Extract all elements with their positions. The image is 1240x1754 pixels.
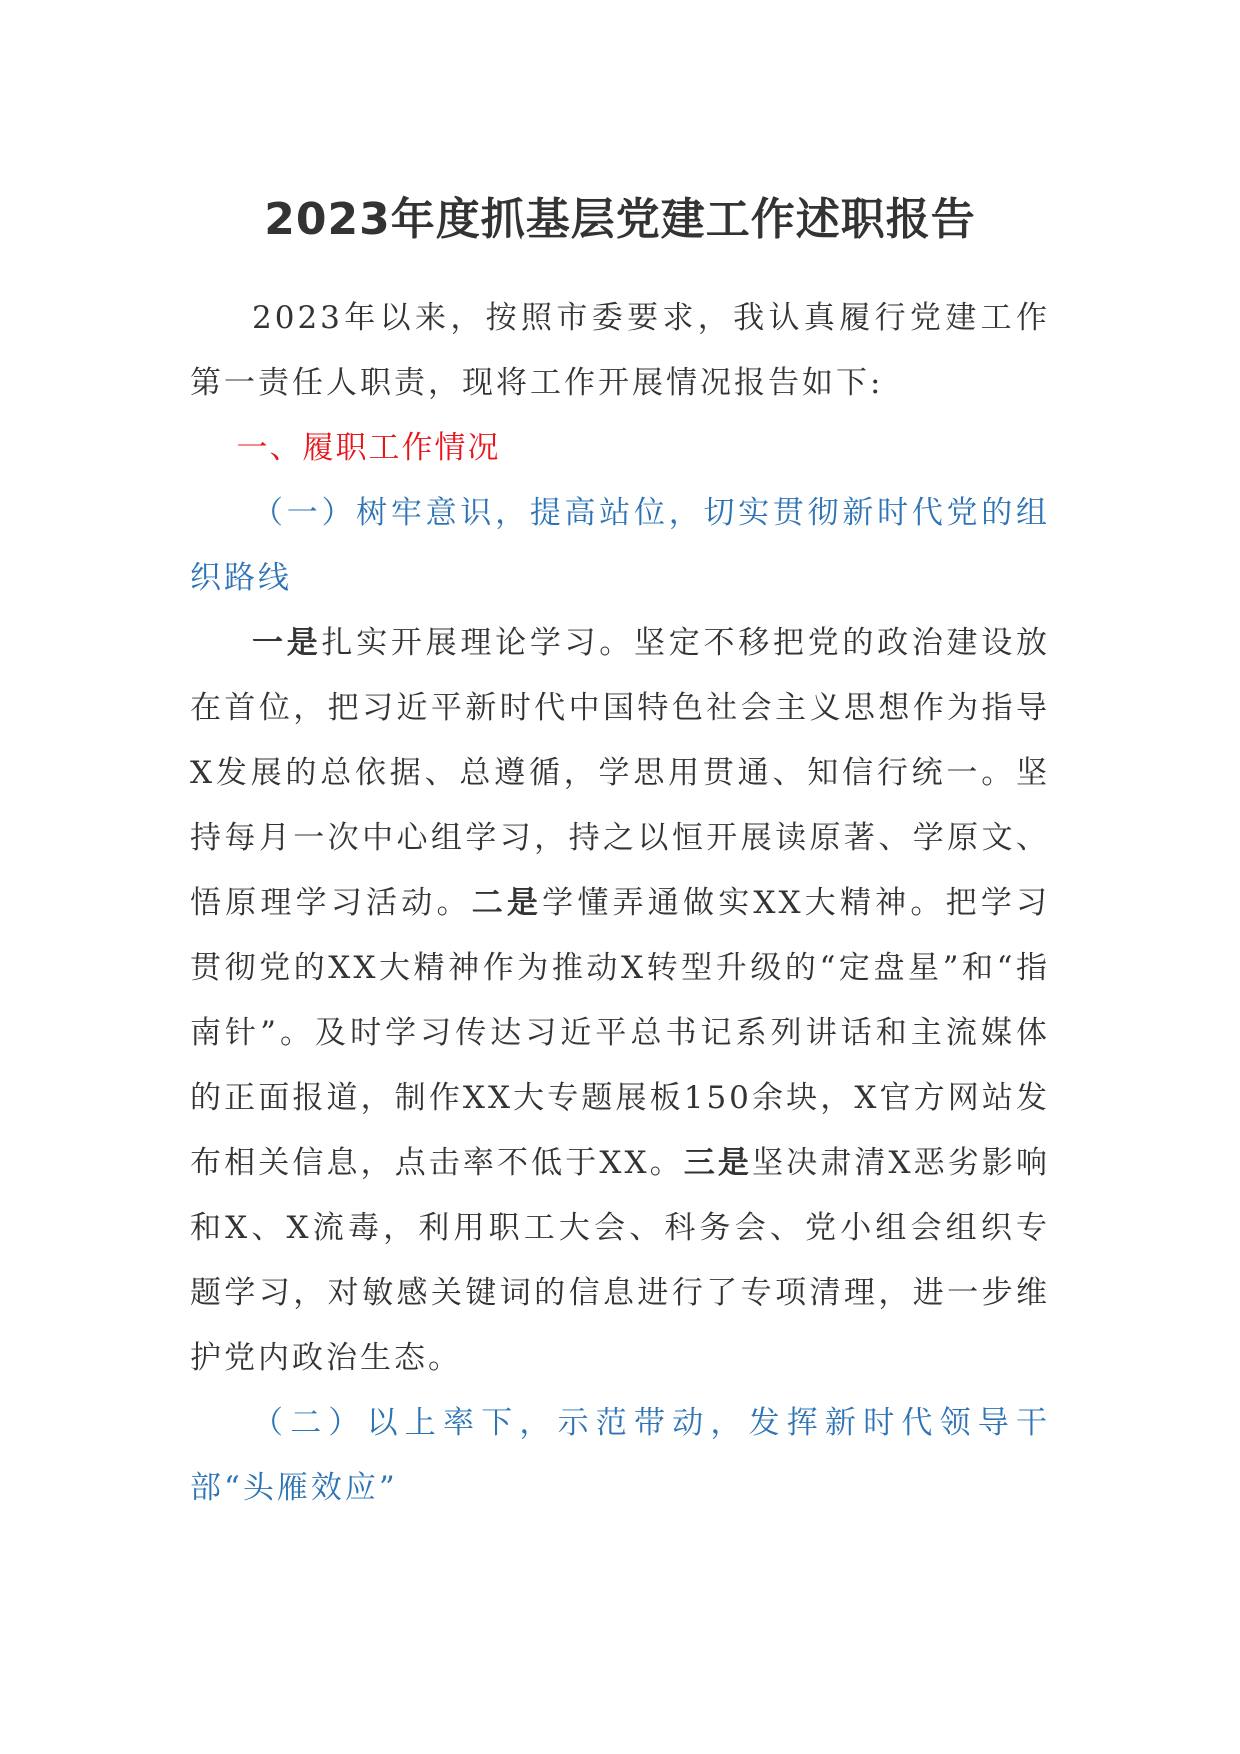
- subsection-heading-2: （二）以上率下，示范带动，发挥新时代领导干部“头雁效应”: [190, 1405, 1050, 1506]
- document-body: [190, 190, 1050, 1521]
- document-title: 2023年度抓基层党建工作述职报告: [264, 194, 976, 245]
- body-paragraph-1: [190, 611, 1050, 1391]
- lead-phrase-3: 三是: [683, 1145, 752, 1181]
- lead-phrase-1: 一是: [252, 625, 322, 661]
- paragraph-text-1: 扎实开展理论学习。坚定不移把党的政治建设放在首位，把习近平新时代中国特色社会主义思想作为指导X发展的总依据、总遵循，学思用贯通、知信行统一。坚持每月一次中心组学习，持之以恒开展读原著、学原文、悟原理学习活动。: [190, 625, 1051, 921]
- paragraph-text-2: 学懂弄通做实XX大精神。把学习贯彻党的XX大精神作为推动X转型升级的“定盘星”和“指南针”。及时学习传达习近平总书记系列讲话和主流媒体的正面报道，制作XX大专题展板150余块，X官方网站发布相关信息，点击率不低于XX。: [190, 885, 1051, 1181]
- paragraph-text-3: 坚决肃清X恶劣影响和X、X流毒，利用职工大会、科务会、党小组会组织专题学习，对敏感关键词的信息进行了专项清理，进一步维护党内政治生态。: [190, 1145, 1050, 1376]
- section-heading-1: 一、履职工作情况: [236, 430, 501, 466]
- subsection-heading-1: （一）树牢意识，提高站位，切实贯彻新时代党的组织路线: [190, 495, 1050, 596]
- intro-paragraph: 2023年以来，按照市委要求，我认真履行党建工作第一责任人职责，现将工作开展情况报告如下:: [190, 300, 1050, 401]
- lead-phrase-2: 二是: [471, 885, 543, 921]
